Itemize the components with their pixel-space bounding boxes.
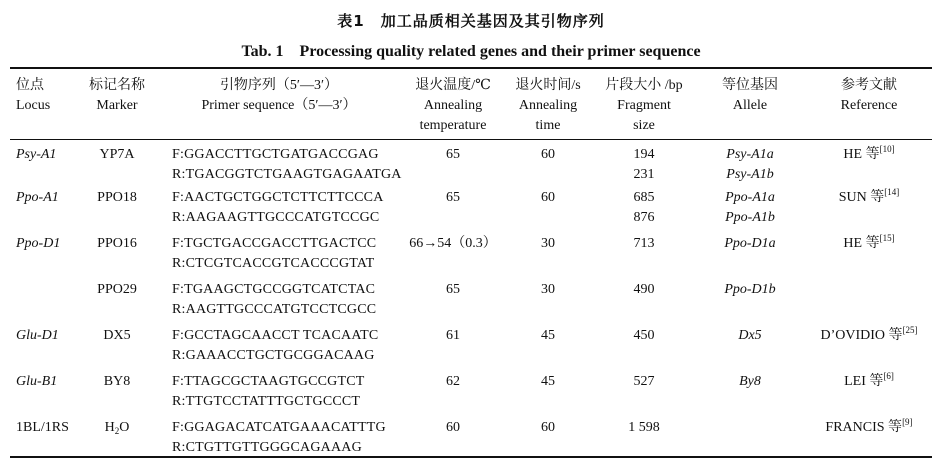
primer-cell: F:AACTGCTGGCTCTTCTTCCCA R:AAGAAGTTGCCCATGTCCGC bbox=[172, 190, 384, 225]
header-row bbox=[10, 70, 932, 139]
primer-cell: F:TTAGCGCTAAGTGCCGTCT R:TTGTCCTATTTGCTGCCCT bbox=[172, 374, 365, 409]
marker-cell: PPO29 bbox=[97, 282, 137, 297]
locus-cell: Glu-D1 bbox=[16, 328, 59, 343]
table-row bbox=[10, 323, 932, 369]
primer-cell: F:TGAAGCTGCCGGTCATCTAC R:AAGTTGCCCATGTCCTCGCC bbox=[172, 282, 377, 317]
time-cell: 45 bbox=[541, 374, 555, 389]
primer-cell: F:GGAGACATCATGAAACATTTG R:CTGTTGTTGGGCAGAAAG bbox=[172, 420, 386, 455]
time-cell: 60 bbox=[541, 420, 555, 435]
top-rule bbox=[10, 67, 932, 69]
reference-cell: LEI 等[6] bbox=[844, 371, 894, 389]
table-row bbox=[10, 277, 932, 323]
locus-cell: Ppo-A1 bbox=[16, 190, 59, 205]
table-title-english: Tab. 1 Processing quality related genes and their primer sequence bbox=[241, 43, 701, 60]
header-reference: 参考文献 Reference bbox=[840, 78, 898, 113]
fragment-cell: 194 231 bbox=[633, 147, 655, 182]
allele-cell: By8 bbox=[739, 374, 761, 389]
header-annealing-temperature: 退火温度/℃ Annealing temperature bbox=[415, 78, 491, 133]
marker-cell: PPO16 bbox=[97, 236, 137, 251]
allele-cell: Ppo-D1a bbox=[724, 236, 776, 251]
temperature-cell: 61 bbox=[446, 328, 460, 343]
reference-cell: HE 等[15] bbox=[843, 233, 895, 251]
locus-cell: Ppo-D1 bbox=[16, 236, 61, 251]
allele-cell: Dx5 bbox=[738, 328, 762, 343]
reference-cell: FRANCIS 等[9] bbox=[825, 417, 913, 435]
allele-cell: Psy-A1a Psy-A1b bbox=[726, 147, 774, 182]
header-fragment-size: 片段大小 /bp Fragment size bbox=[605, 78, 683, 133]
reference-cell: D’OVIDIO 等[25] bbox=[820, 325, 918, 343]
table-title-chinese: 表1 加工品质相关基因及其引物序列 bbox=[337, 12, 605, 30]
temperature-cell: 60 bbox=[446, 420, 460, 435]
primer-cell: F:GCCTAGCAACCT TCACAATC R:GAAACCTGCTGCGGACAAG bbox=[172, 328, 379, 363]
primer-cell: F:GGACCTTGCTGATGACCGAG R:TGACGGTCTGAAGTGAGAATGA bbox=[172, 147, 402, 182]
reference-cell: HE 等[10] bbox=[843, 144, 895, 162]
table-row bbox=[10, 185, 932, 231]
table-row bbox=[10, 231, 932, 277]
fragment-cell: 450 bbox=[633, 328, 655, 343]
temperature-cell: 66→54（0.3） bbox=[409, 236, 497, 251]
locus-cell bbox=[10, 277, 80, 323]
time-cell: 45 bbox=[541, 328, 555, 343]
header-locus: 位点 Locus bbox=[16, 78, 51, 113]
fragment-cell: 685 876 bbox=[633, 190, 655, 225]
fragment-cell: 1 598 bbox=[628, 420, 660, 435]
reference-cell bbox=[806, 277, 932, 323]
allele-cell bbox=[694, 415, 806, 461]
table-row bbox=[10, 369, 932, 415]
header-annealing-time: 退火时间/s Annealing time bbox=[515, 78, 581, 133]
reference-cell: SUN 等[14] bbox=[838, 187, 900, 205]
header-primer: 引物序列（5′—3′） Primer sequence（5′—3′） bbox=[201, 78, 357, 113]
header-marker: 标记名称 Marker bbox=[89, 78, 145, 113]
temperature-cell: 65 bbox=[446, 282, 460, 297]
primer-cell: F:TGCTGACCGACCTTGACTCC R:CTCGTCACCGTCACCCGTAT bbox=[172, 236, 377, 271]
fragment-cell: 713 bbox=[633, 236, 655, 251]
time-cell: 30 bbox=[541, 236, 555, 251]
allele-cell: Ppo-D1b bbox=[724, 282, 776, 297]
locus-cell: Glu-B1 bbox=[16, 374, 58, 389]
fragment-cell: 527 bbox=[633, 374, 655, 389]
temperature-cell: 65 bbox=[446, 190, 460, 205]
marker-cell: BY8 bbox=[103, 374, 131, 389]
marker-cell: DX5 bbox=[103, 328, 131, 343]
allele-cell: Ppo-A1a Ppo-A1b bbox=[725, 190, 775, 225]
fragment-cell: 490 bbox=[633, 282, 655, 297]
marker-cell: $H_2O$ bbox=[104, 420, 130, 436]
primer-table bbox=[10, 70, 932, 461]
time-cell: 60 bbox=[541, 190, 555, 205]
marker-cell: PPO18 bbox=[97, 190, 137, 205]
locus-cell: Psy-A1 bbox=[16, 147, 57, 162]
locus-cell: 1BL/1RS bbox=[16, 420, 69, 435]
temperature-cell: 62 bbox=[446, 374, 460, 389]
time-cell: 60 bbox=[541, 147, 555, 162]
table-row bbox=[10, 415, 932, 461]
temperature-cell: 65 bbox=[446, 147, 460, 162]
header-allele: 等位基因 Allele bbox=[722, 78, 778, 113]
table-row bbox=[10, 139, 932, 185]
time-cell: 30 bbox=[541, 282, 555, 297]
marker-cell: YP7A bbox=[99, 147, 135, 162]
